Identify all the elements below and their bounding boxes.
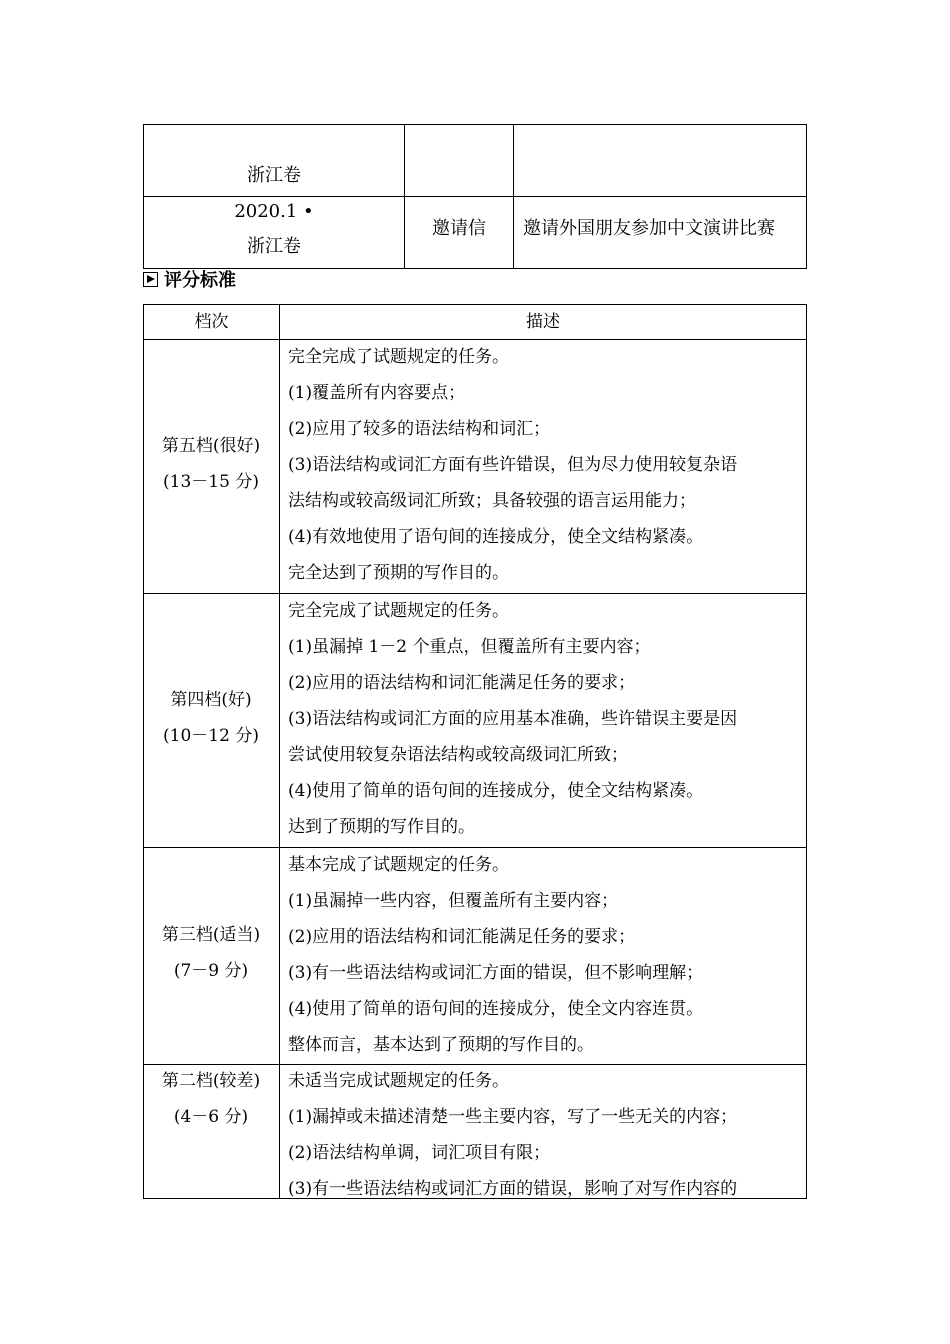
section-heading [143, 266, 236, 292]
desc-line: 完全完成了试题规定的任务。 [288, 347, 509, 367]
level-score: (10－12 分) [163, 726, 259, 746]
level-score: (7－9 分) [173, 961, 249, 981]
level-name: 第五档(很好) [161, 436, 261, 456]
desc-line: 整体而言，基本达到了预期的写作目的。 [288, 1035, 594, 1055]
desc-line: (4)有效地使用了语句间的连接成分，使全文结构紧凑。 [288, 527, 704, 547]
play-square-icon [143, 272, 158, 287]
desc-line: (1)虽漏掉一些内容，但覆盖所有主要内容； [288, 891, 619, 911]
level-name: 第三档(适当) [161, 925, 261, 945]
desc-line: (2)应用的语法结构和词汇能满足任务的要求； [288, 673, 636, 693]
rubric-header-level: 档次 [194, 312, 229, 332]
desc-line: 基本完成了试题规定的任务。 [288, 855, 509, 875]
desc-line: (4)使用了简单的语句间的连接成分，使全文内容连贯。 [288, 999, 704, 1019]
section-title: 评分标准 [164, 270, 236, 291]
desc-line: (2)应用的语法结构和词汇能满足任务的要求； [288, 927, 636, 947]
top-row1-exam: 浙江卷 [247, 165, 301, 186]
desc-line: (3)语法结构或词汇方面的应用基本准确，些许错误主要是因 [288, 709, 738, 729]
desc-line: (3)语法结构或词汇方面有些许错误，但为尽力使用较复杂语 [288, 455, 738, 475]
desc-line: (3)有一些语法结构或词汇方面的错误，但不影响理解； [288, 963, 704, 983]
level-name: 第二档(较差) [161, 1071, 261, 1091]
desc-line: (3)有一些语法结构或词汇方面的错误，影响了对写作内容的 [288, 1179, 738, 1199]
rubric-row-level [144, 428, 278, 500]
top-row2-exam: 浙江卷 [247, 236, 301, 257]
desc-line: (2)语法结构单调，词汇项目有限； [288, 1143, 551, 1163]
desc-line: 完全完成了试题规定的任务。 [288, 601, 509, 621]
desc-line: 法结构或较高级词汇所致；具备较强的语言运用能力； [288, 491, 696, 511]
desc-line: (2)应用了较多的语法结构和词汇； [288, 419, 551, 439]
rubric-row-level [144, 682, 278, 754]
desc-line: (1)漏掉或未描述清楚一些主要内容，写了一些无关的内容； [288, 1107, 738, 1127]
level-score: (13－15 分) [163, 472, 259, 492]
rubric-header-description: 描述 [526, 312, 560, 332]
rubric-row-description [288, 339, 800, 591]
rubric-row-description [288, 1063, 800, 1207]
level-name: 第四档(好) [170, 690, 252, 710]
desc-line: 尝试使用较复杂语法结构或较高级词汇所致； [288, 745, 628, 765]
rubric-row-level [144, 1063, 278, 1135]
desc-line: (4)使用了简单的语句间的连接成分，使全文结构紧凑。 [288, 781, 704, 801]
desc-line: 完全达到了预期的写作目的。 [288, 563, 509, 583]
desc-line: 达到了预期的写作目的。 [288, 817, 475, 837]
rubric-row-description [288, 593, 800, 845]
desc-line: 未适当完成试题规定的任务。 [288, 1071, 509, 1091]
rubric-row-description [288, 847, 800, 1063]
level-score: (4－6 分) [173, 1107, 249, 1127]
top-row2-genre: 邀请信 [432, 218, 486, 239]
desc-line: (1)覆盖所有内容要点； [288, 383, 466, 403]
desc-line: (1)虽漏掉 1－2 个重点，但覆盖所有主要内容； [288, 637, 651, 657]
top-row2-year: 2020.1 • [234, 201, 314, 222]
top-row2-topic: 邀请外国朋友参加中文演讲比赛 [523, 218, 775, 239]
rubric-row-level [144, 917, 278, 989]
